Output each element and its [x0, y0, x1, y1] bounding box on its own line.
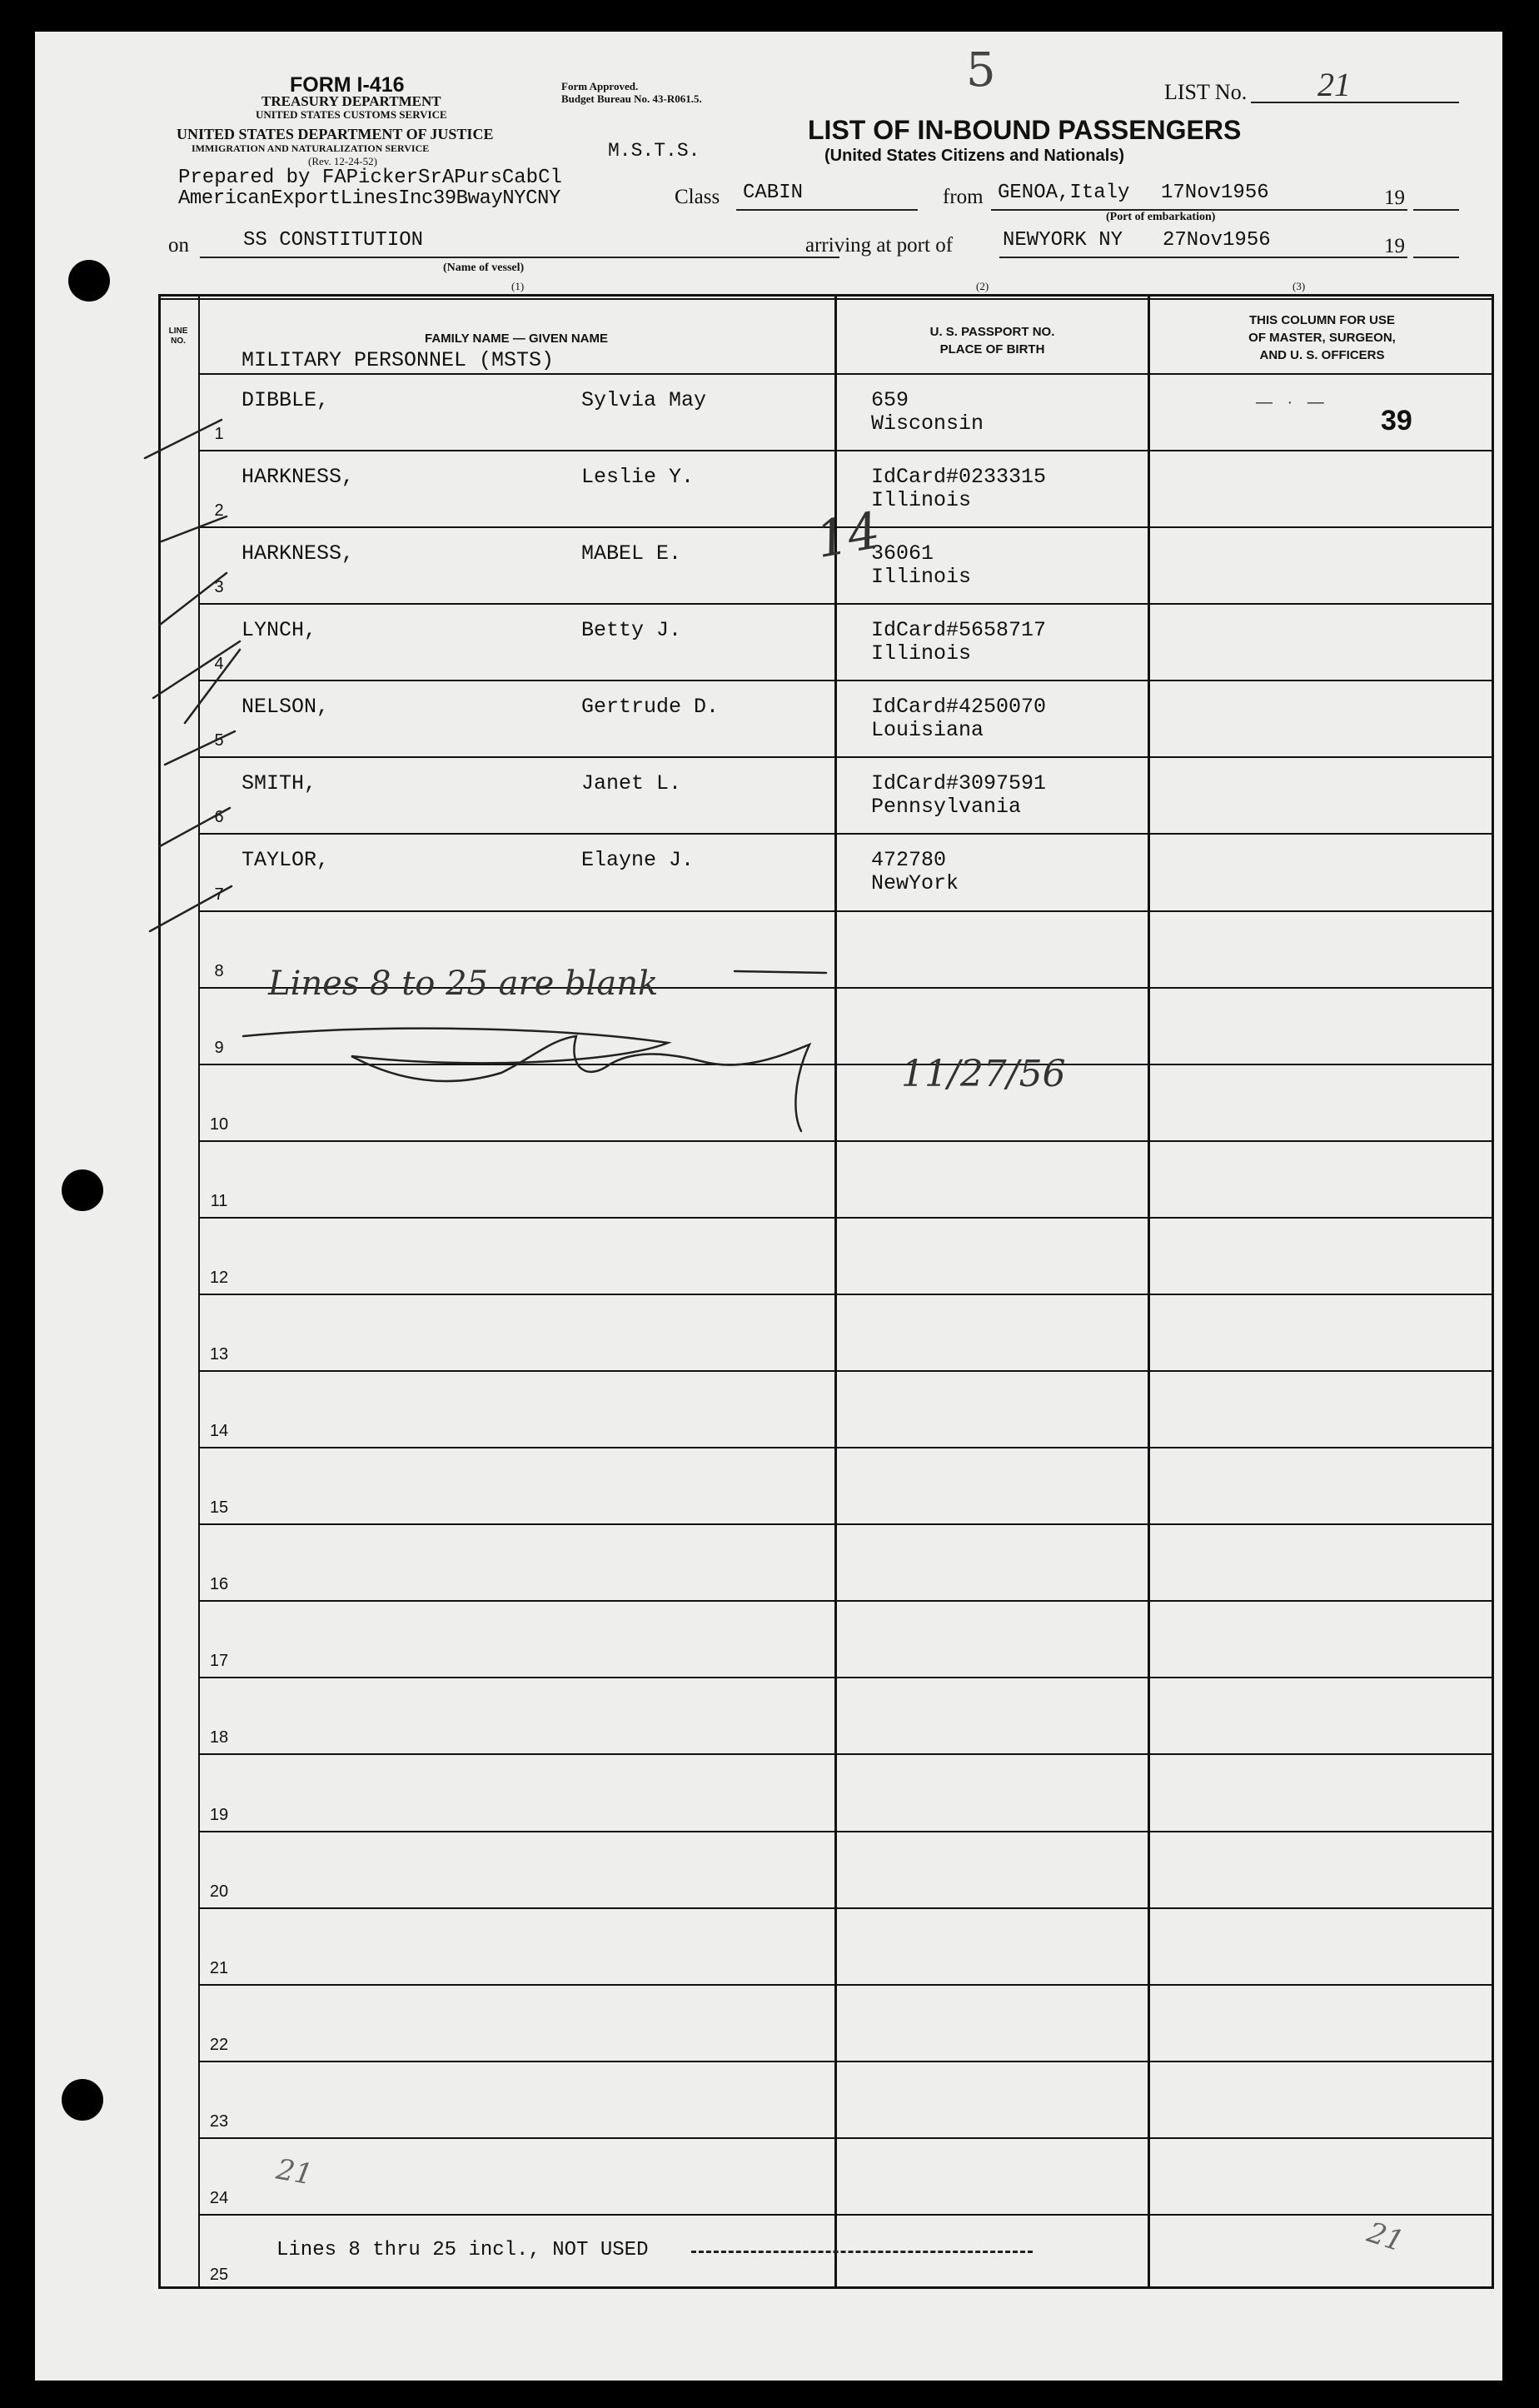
passenger-family-name: HARKNESS, [242, 541, 355, 566]
col-number-2: (2) [976, 280, 989, 292]
group-label: MILITARY PERSONNEL (MSTS) [242, 348, 555, 372]
form-number: FORM I-416 [290, 73, 405, 97]
from-port: GENOA,Italy [998, 182, 1130, 204]
passenger-given-name: Leslie Y. [581, 465, 695, 489]
line-number: 14 [209, 1422, 229, 1440]
header-line-no: LINE NO. [168, 327, 188, 346]
col-number-3: (3) [1292, 280, 1306, 292]
justice-dept: UNITED STATES DEPARTMENT OF JUSTICE [177, 126, 494, 142]
form-approved: Form Approved. [561, 80, 639, 92]
line-number: 4 [214, 655, 224, 673]
line-number: 10 [209, 1115, 229, 1134]
handwritten-21-left: 21 [273, 2152, 316, 2192]
form-revision: (Rev. 12-24-52) [308, 155, 377, 167]
passenger-passport-no: 659 [871, 388, 909, 412]
passenger-birthplace: NewYork [871, 871, 959, 895]
passenger-birthplace: Wisconsin [871, 411, 984, 436]
arrival-year-prefix: 19 [1384, 235, 1405, 257]
line-number: 25 [209, 2266, 229, 2284]
passenger-passport-no: IdCard#5658717 [871, 618, 1047, 642]
customs-service: UNITED STATES CUSTOMS SERVICE [256, 108, 447, 121]
ins-service: IMMIGRATION AND NATURALIZATION SERVICE [192, 142, 430, 154]
arriving-label: arriving at port of [805, 234, 954, 257]
header-passport: U. S. PASSPORT NO. PLACE OF BIRTH [929, 325, 1055, 356]
line-number: 13 [209, 1345, 229, 1364]
line-number: 23 [209, 2112, 229, 2131]
binder-hole [62, 2079, 103, 2121]
line-number: 21 [209, 1959, 229, 1977]
top-hand-number: 5 [966, 43, 996, 97]
arrival-date: 27Nov1956 [1163, 229, 1271, 252]
on-label: on [168, 234, 189, 257]
line-number: 24 [209, 2189, 229, 2207]
line-number: 6 [214, 808, 224, 826]
passenger-passport-no: IdCard#4250070 [871, 695, 1047, 719]
signature-mark [243, 1029, 809, 1131]
passenger-birthplace: Pennsylvania [871, 795, 1022, 819]
passenger-family-name: TAYLOR, [242, 848, 330, 872]
passenger-given-name: Sylvia May [581, 388, 707, 412]
passenger-family-name: NELSON, [242, 695, 330, 719]
line-number: 7 [214, 885, 224, 904]
prepared-by-line1: Prepared by FAPickerSrAPursCabCl [178, 167, 562, 189]
passenger-birthplace: Louisiana [871, 718, 984, 742]
footer-not-used: Lines 8 thru 25 incl., NOT USED [276, 2239, 649, 2261]
check-mark-2 [162, 516, 227, 541]
vessel-caption: (Name of vessel) [443, 262, 525, 274]
check-mark-3 [160, 573, 227, 625]
col-number-1: (1) [511, 280, 525, 292]
arrival-port: NEWYORK NY [1003, 229, 1123, 252]
check-mark-5 [165, 731, 235, 765]
passenger-birthplace: Illinois [871, 641, 972, 666]
handwritten-14: 14 [811, 501, 884, 571]
passenger-family-name: DIBBLE, [242, 388, 330, 412]
passenger-birthplace: Illinois [871, 565, 972, 589]
passenger-family-name: LYNCH, [242, 618, 317, 642]
line-number: 11 [210, 1192, 228, 1210]
header-officers: THIS COLUMN FOR USE OF MASTER, SURGEON, AND U. S. OFFICERS [1248, 313, 1396, 362]
line-number: 5 [214, 731, 224, 750]
embark-caption: (Port of embarkation) [1106, 211, 1216, 223]
passenger-passport-no: IdCard#0233315 [871, 465, 1047, 489]
check-mark-4 [153, 641, 240, 723]
passenger-birthplace: Illinois [871, 488, 972, 512]
passenger-passport-no: 472780 [871, 848, 947, 872]
check-mark-7 [150, 886, 232, 931]
line-number: 16 [209, 1575, 229, 1593]
passenger-given-name: Elayne J. [581, 848, 695, 872]
handwritten-21-right: 21 [1362, 2216, 1408, 2259]
line-number: 8 [214, 962, 224, 980]
check-mark-1 [145, 420, 222, 458]
class-value: CABIN [743, 182, 804, 204]
passenger-given-name: Betty J. [581, 618, 682, 642]
passenger-passport-no: IdCard#3097591 [871, 771, 1047, 795]
passenger-passport-no: 36061 [871, 541, 934, 566]
handwritten-date: 11/27/56 [901, 1053, 1066, 1095]
class-label: Class [675, 186, 720, 208]
line-number: 1 [214, 425, 224, 443]
form-title: LIST OF IN-BOUND PASSENGERS [808, 115, 1242, 145]
from-date: 17Nov1956 [1161, 182, 1269, 204]
line-number: 18 [209, 1728, 229, 1747]
passenger-family-name: HARKNESS, [242, 465, 355, 489]
footer-dashes [691, 2251, 1033, 2253]
count-mark-dashes: — · — [1256, 393, 1329, 411]
prepared-by-line2: AmericanExportLinesInc39BwayNYCNY [178, 187, 560, 210]
check-mark-6 [160, 808, 230, 846]
line-number: 20 [209, 1882, 229, 1901]
pen-marks [35, 32, 1502, 2381]
form-subtitle: (United States Citizens and Nationals) [824, 147, 1125, 165]
handwritten-blank-note: Lines 8 to 25 are blank [268, 965, 659, 1003]
line-number: 22 [209, 2036, 229, 2054]
treasury-dept: TREASURY DEPARTMENT [261, 93, 441, 109]
passenger-given-name: Janet L. [581, 771, 682, 795]
line-number: 9 [214, 1039, 224, 1057]
manifest-page [35, 32, 1502, 2381]
line-number: 12 [209, 1269, 229, 1287]
budget-bureau: Budget Bureau No. 43-R061.5. [561, 92, 702, 105]
count-mark: 39 [1381, 405, 1412, 436]
binder-hole [68, 260, 110, 302]
vessel-name: SS CONSTITUTION [243, 229, 424, 252]
list-no-value: 21 [1317, 66, 1351, 103]
from-label: from [943, 186, 984, 208]
line-number: 19 [209, 1806, 229, 1824]
line-number: 2 [214, 501, 224, 520]
passenger-family-name: SMITH, [242, 771, 317, 795]
binder-hole [62, 1169, 103, 1211]
msts-mark: M.S.T.S. [608, 140, 700, 162]
passenger-given-name: Gertrude D. [581, 695, 720, 719]
line-number: 15 [209, 1498, 229, 1517]
from-year-prefix: 19 [1384, 187, 1405, 209]
list-no-label: LIST No. [1164, 80, 1248, 104]
line-number: 17 [209, 1652, 229, 1670]
line-8-stroke [735, 971, 826, 973]
passenger-given-name: MABEL E. [581, 541, 682, 566]
line-number: 3 [214, 578, 224, 596]
header-name: FAMILY NAME — GIVEN NAME [424, 332, 609, 346]
